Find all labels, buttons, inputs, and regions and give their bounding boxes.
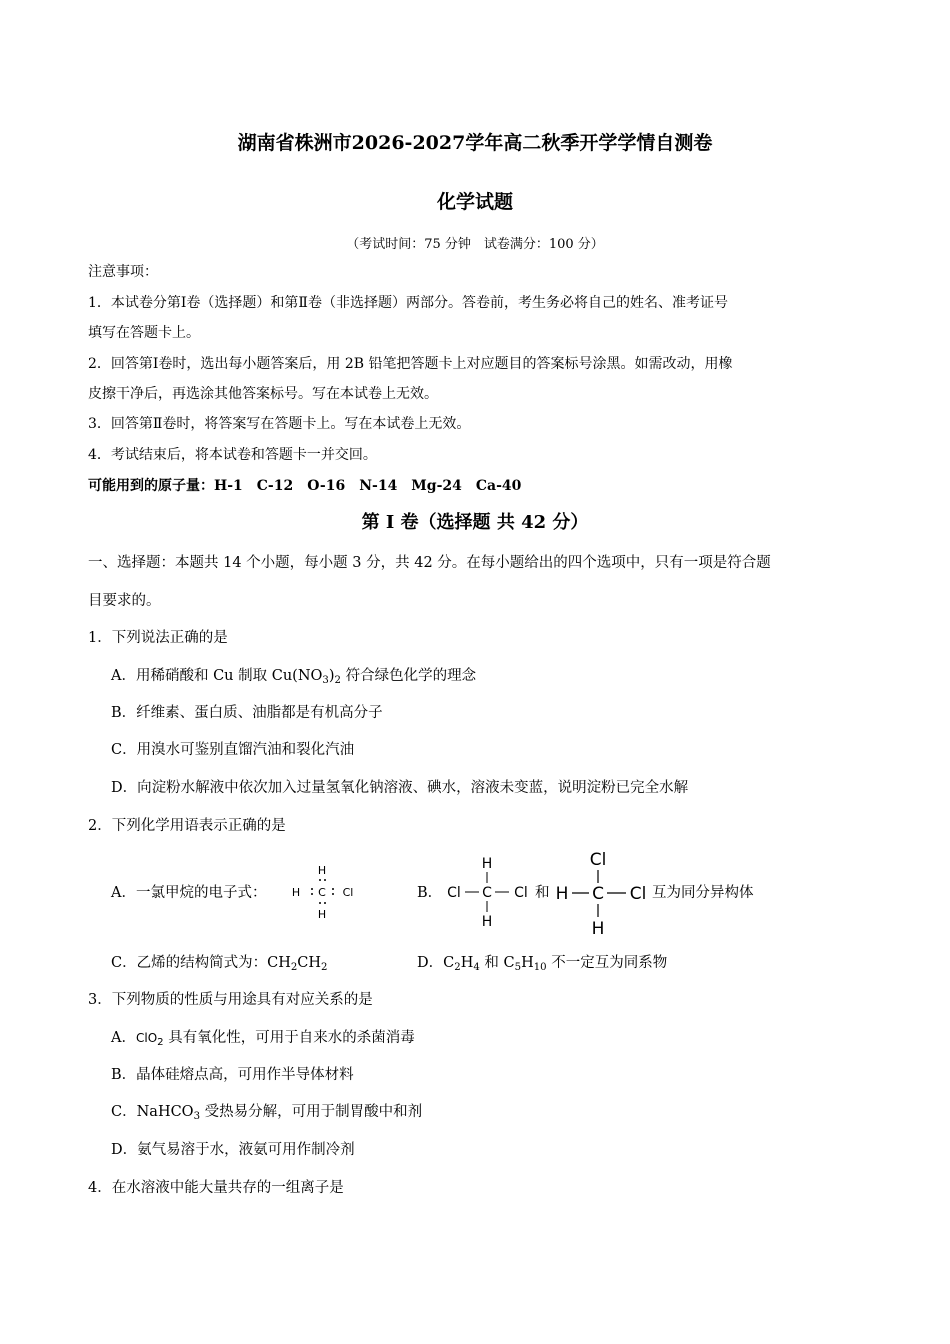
sf2-h-left: H	[555, 884, 569, 904]
sf2-c: C	[592, 884, 604, 904]
sf2-cl-top: Cl	[589, 850, 607, 870]
sf2-cl-right: Cl	[629, 884, 647, 904]
structural-formula-2	[552, 845, 652, 940]
question-2-stem: 2．下列化学用语表示正确的是	[88, 818, 286, 834]
question-2-option-b-suffix: 互为同分异构体	[652, 885, 754, 901]
exam-title: 湖南省株洲市2026-2027学年高二秋季开学学情自测卷	[237, 132, 713, 154]
ef-h-top: H	[317, 864, 327, 877]
subject-title: 化学试题	[436, 191, 513, 213]
section-intro-line-1: 一、选择题：本题共 14 个小题，每小题 3 分，共 42 分。在每小题给出的四个选项中，只有一项是符合题	[88, 555, 771, 571]
notice-item-1-line-2: 填写在答题卡上。	[88, 325, 200, 341]
notice-heading: 注意事项：	[88, 264, 158, 280]
notice-item-1-line-1: 1．本试卷分第Ⅰ卷（选择题）和第Ⅱ卷（非选择题）两部分。答卷前，考生务必将自己的姓名、准考证号	[88, 295, 728, 311]
sf1-h-bottom: H	[481, 914, 493, 930]
notice-item-4: 4．考试结束后，将本试卷和答题卡一并交回。	[88, 447, 377, 463]
sf1-h-top: H	[481, 856, 493, 872]
ef-c: C	[318, 886, 326, 899]
question-1-stem: 1．下列说法正确的是	[88, 630, 228, 646]
notice-item-2-line-1: 2．回答第Ⅰ卷时，选出每小题答案后，用 2B 铅笔把答题卡上对应题目的答案标号涂黑。如需改动，用橡	[88, 356, 733, 372]
exam-info: （考试时间：75 分钟 试卷满分：100 分）	[346, 237, 604, 252]
question-3-option-a: A．ClO$_2$ 具有氧化性，可用于自来水的杀菌消毒	[111, 1030, 415, 1048]
question-1-option-d: D．向淀粉水解液中依次加入过量氢氧化钠溶液、碘水，溶液未变蓝，说明淀粉已完全水解	[111, 780, 689, 796]
notice-item-3: 3．回答第Ⅱ卷时，将答案写在答题卡上。写在本试卷上无效。	[88, 416, 471, 432]
chloromethane-electron-formula	[286, 858, 366, 926]
question-1-option-c: C．用溴水可鉴别直馏汽油和裂化汽油	[111, 742, 355, 758]
question-2-option-c: C．乙烯的结构简式为：$CH_2CH_2$	[111, 955, 328, 973]
atomic-masses: 可能用到的原子量：H-1 C-12 O-16 N-14 Mg-24 Ca-40	[88, 478, 522, 494]
question-2-option-a-text: A．一氯甲烷的电子式：	[111, 885, 267, 901]
notice-item-2-line-2: 皮擦干净后，再选涂其他答案标号。写在本试卷上无效。	[88, 386, 438, 402]
question-4-stem: 4．在水溶液中能大量共存的一组离子是	[88, 1180, 344, 1196]
sf1-cl-left: Cl	[447, 885, 461, 901]
question-3-option-c: C．NaHCO$_3$ 受热易分解，可用于制胃酸中和剂	[111, 1104, 423, 1122]
ef-h-left: H	[291, 886, 301, 899]
section-intro-line-2: 目要求的。	[88, 593, 161, 609]
sf1-c: C	[482, 885, 492, 901]
question-2-option-b-prefix: B．	[417, 885, 443, 901]
question-1-option-a: A．用稀硝酸和 Cu 制取 $Cu(NO_3)_2$ 符合绿色化学的理念	[111, 668, 477, 686]
sf1-cl-right: Cl	[514, 885, 528, 901]
sf2-h-bottom: H	[591, 919, 605, 939]
structural-formula-1	[443, 852, 533, 932]
ef-cl: Cl	[342, 886, 354, 899]
question-3-stem: 3．下列物质的性质与用途具有对应关系的是	[88, 992, 373, 1008]
question-3-option-b: B．晶体硅熔点高，可用作半导体材料	[111, 1067, 354, 1083]
ef-h-bottom: H	[317, 908, 327, 921]
question-2-option-b-and: 和	[535, 885, 550, 901]
question-3-option-d: D．氨气易溶于水，液氨可用作制冷剂	[111, 1142, 355, 1158]
question-1-option-b: B．纤维素、蛋白质、油脂都是有机高分子	[111, 705, 383, 721]
question-2-option-d: D．$C_2H_4$ 和 $C_5H_{10}$ 不一定互为同系物	[417, 955, 668, 973]
section-title: 第 I 卷（选择题 共 42 分）	[361, 512, 589, 533]
